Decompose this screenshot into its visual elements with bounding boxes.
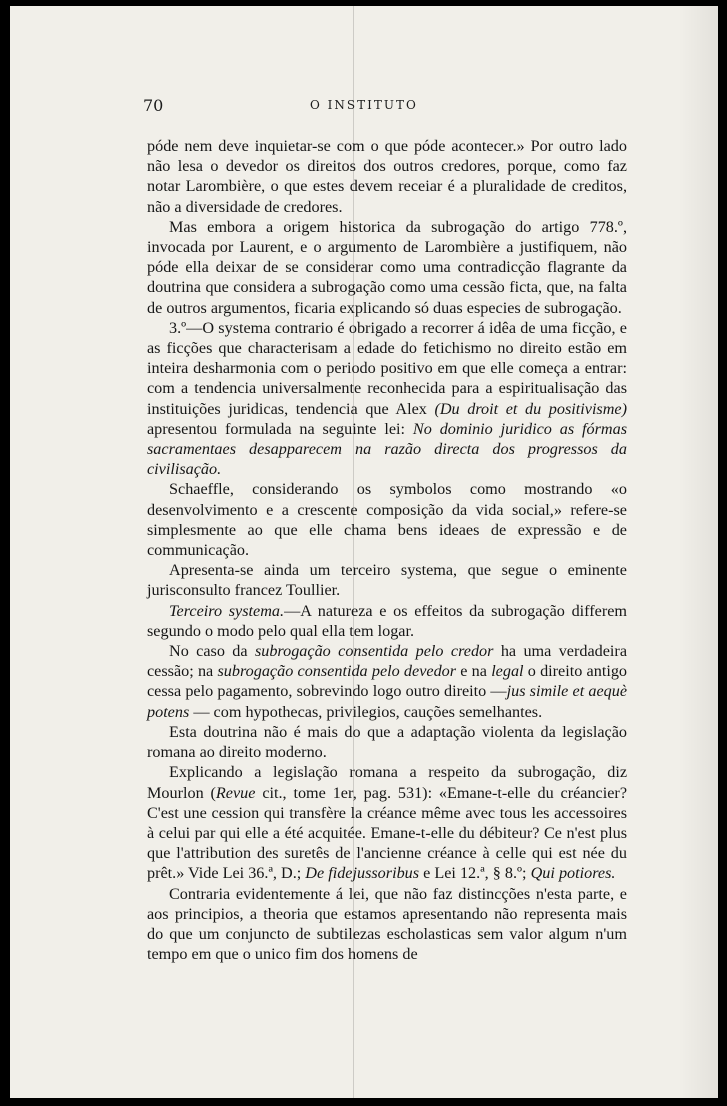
text-run: e Lei 12.ª, § 8.º; (419, 864, 531, 883)
paragraph (147, 318, 627, 480)
text-run: cit., tome 1er, pag. 531): «Emane-t-elle du créancier? C'est une cession qui transfère la créance même avec tous les accessoires à celui par qui elle a été acquitée. Emane-t-elle du débiteur? Ce n'est plus que l'attribution des suretês de l'ancienne créance à celle qui est née du prêt.» Vide Lei 36.ª, D.; (147, 783, 628, 883)
text-run: Contraria evidentemente á lei, que não faz distincções n'esta parte, e aos principios, a theoria que estamos apresentando não representa mais do que um conjuncto de subtilezas escholasticas sem valor algum n'um tempo em que o unico fim dos homens de (147, 884, 627, 964)
running-title: O INSTITUTO (310, 98, 418, 112)
paragraph (147, 641, 627, 722)
italic-text: subrogação consentida pelo credor (254, 642, 494, 661)
italic-text: Revue (215, 783, 256, 802)
page-header (10, 96, 718, 116)
text-run: Mas embora a origem historica da subrogação do artigo 778.º, invocada por Laurent, e o argumento de Larombière a justifiquem, não póde ella deixar de se considerar como uma contradicção flagrante da doutrina que considera a subrogação como uma cessão ficta, que, na falta de outros argumentos, ficaria explicando só duas especies de subrogação. (147, 217, 627, 317)
text-run: póde nem deve inquietar-se com o que póde acontecer.» Por outro lado não lesa o devedor os direitos dos outros credores, porque, como faz notar Larombière, o que estes devem receiar é a pluralidade de creditos, não a diversidade de credores. (147, 137, 627, 216)
italic-text: subrogação consentida pelo devedor (217, 662, 457, 681)
text-run: ha uma verdadeira cessão; na (147, 642, 628, 681)
paragraph (147, 601, 627, 641)
paragraph (147, 560, 627, 600)
italic-text: jus simile et aequè potens (147, 682, 628, 721)
paragraph (147, 217, 627, 318)
paragraph (147, 762, 627, 883)
italic-text: No dominio juridico as fórmas sacramentaes desapparecem na razão directa dos progressos da civilisação. (147, 419, 627, 479)
page-shadow (678, 6, 718, 1098)
italic-text: legal (491, 662, 524, 681)
text-run: —A natureza e os effeitos da subrogação differem segundo o modo pelo qual ella tem logar. (147, 601, 628, 640)
paragraph (147, 884, 627, 965)
italic-text: (Du droit et du positivisme) (434, 399, 628, 418)
body-text (147, 136, 627, 964)
page-number: 70 (143, 96, 164, 115)
text-run: Schaeffle, considerando os symbolos como mostrando «o desenvolvimento e a crescente composição da vida social,» refere-se simplesmente ao que elle chama bens ideaes de expressão e de communicação. (147, 480, 627, 560)
italic-text: Qui potiores. (530, 864, 616, 883)
paragraph (147, 136, 627, 217)
italic-text: Terceiro systema. (169, 601, 285, 620)
text-run: apresentou formulada na seguinte lei: (147, 419, 413, 438)
paragraph (147, 479, 627, 560)
paragraph (147, 722, 627, 762)
text-run: 3.º—O systema contrario é obrigado a recorrer á idêa de uma ficção, e as ficções que characterisam a edade do fetichismo no direito estão em inteira desharmonia com o periodo positivo em que elle começa a entrar: com a tendencia universalmente reconhecida para a espiritualisação das instituições juridicas, tendencia que Alex (147, 318, 627, 418)
italic-text: De fidejussoribus (305, 864, 420, 883)
text-run: Explicando a legislação romana a respeito da subrogação, diz Mourlon ( (147, 763, 627, 802)
text-run: o direito antigo cessa pelo pagamento, sobrevindo logo outro direito — (147, 662, 628, 701)
text-run: No caso da (169, 642, 255, 661)
document-page (10, 6, 718, 1098)
text-run: — com hypothecas, privilegios, cauções semelhantes. (189, 702, 543, 721)
text-run: Esta doutrina não é mais do que a adaptação violenta da legislação romana ao direito moderno. (147, 722, 627, 762)
text-run: e na (456, 662, 492, 681)
text-run: Apresenta-se ainda um terceiro systema, que segue o eminente jurisconsulto francez Toullier. (147, 561, 627, 600)
